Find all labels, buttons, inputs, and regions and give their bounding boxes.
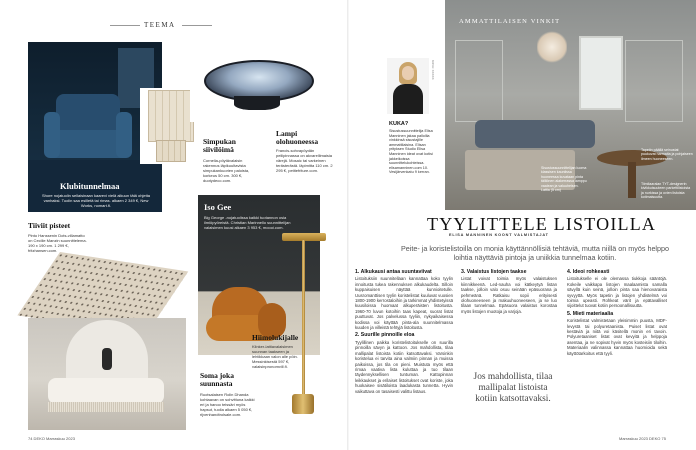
section-3-title: 3. Valaistus listojen taakse	[461, 269, 527, 275]
kuka-title: KUKA?	[389, 121, 409, 127]
window	[579, 36, 623, 110]
lamp-base	[156, 140, 186, 162]
interior-sofa	[475, 120, 595, 148]
section-4-body: Listoitukselle ei ole olemassa tiukkoja sääntöjä. Kokeile vaikkapa listojen maalaamista samalla sävyllä kuin seinä, jolloin pinta saa hienovaraista syvyyttä. Myös tapetin ja listojen yhdistelmä voi toimia upeasti. Rohkeat värit ja epätavalliset sijoittelut tuovat kotiin persoonallisuutta.	[567, 276, 667, 309]
caption-title-tiiviit: Tiiviit pisteet	[28, 221, 71, 230]
caption-body-klubitunnelmaa: Shore nojatuolin sellaisinaan kaarevi vielä alkuun tätä ohjetta vanhaksi. Tuolin saa esilletä tai rimas. alkaen 2 349 €, New Works, nomart.fi.	[41, 193, 151, 208]
chandelier	[537, 30, 567, 64]
vase	[102, 348, 112, 370]
caption-title-hiimolukijalle: Hiimolukijalle	[252, 333, 299, 342]
section-3-body: Listat voivat toimia myös valaistuksen kiinnikkeenä. Led-nauha voi kätkeytyä listan taakse, jolloin valo osuu seinään epäsuorana ja pehmeänä. Ratkaisu sopii erityisesti olohuoneeseen ja makuuhuoneeseen, ja se luo tilaan tunnelmaa. Epäsuora valaistus korostaa myös listojen muotoja ja varjoja.	[461, 276, 557, 314]
sofa-fringe	[48, 402, 164, 412]
sofa-body	[48, 378, 164, 404]
caption-body-iso-gee: Big George -nojatuolissa kaikki tuotannon osia ilmiöpyöreistä. Christian Marinnello suunnittelijan valaisimen kuusi alkaen 3 953 €, moooi.com.	[204, 215, 291, 230]
caption-title-iso-gee: Iso Gee	[204, 202, 232, 212]
wall-panel-2	[625, 40, 683, 122]
section-5-body: Koristelistat valmistetaan yleisimmin puusta, MDF-levystä tai polyuretaanista. Puiset listat ovat kestäviä ja niitä voi käsitellä monin eri tavoin. Polyuretaaniset listat ovat kevyitä ja helppoja asentaa, ja ne sopivat hyvin myös kosteisiin tiloihin. Materiaalin valinnassa kannattaa huomioida sekä käyttötarkoitus että tyyli.	[567, 318, 667, 356]
portrait-body	[393, 84, 423, 114]
portrait-face	[402, 66, 414, 80]
section-1-title: 1. Alkukausi antaa suuntaviivat	[355, 269, 432, 275]
caption-title-simpukan: Simpukan siivilöimä	[203, 137, 236, 154]
pull-quote: Jos mahdollista, tilaa mallipalat listoista kotiin katsottavaksi.	[473, 372, 553, 404]
interior-table-leg	[628, 162, 636, 198]
section-tag-right: AMMATTILAISEN VINKIT	[459, 18, 561, 25]
headline: TYYLITTELE LISTOILLA	[427, 214, 657, 234]
section-rule-left	[110, 25, 140, 26]
byline: ELISA MANNINEN KOONT VALMISTAJAT	[449, 233, 549, 237]
caption-title-lampi: Lampi olohuoneessa	[276, 129, 319, 146]
caption-body-lampi: Francis-sohvapöydän peilipinnassa on akvarellimaisia värejä. Mosaic tai varkeinen terästerästä. läpimitta 110 cm. 2 295 €, petitefriture.com.	[276, 148, 333, 173]
section-4-title: 4. Ideoi rohkeasti	[567, 269, 610, 275]
kuka-body: Sisustussuunnittelija Elisa Manninen jakaa pallollia vinkkinsä sisustajille ammattilaisina. Elisan yrityksen Studio Elisa Manninen ideat ovat kotisi jakkeikoissa suunnittelukohteissa. elisamanninen.com 10. Vesijärvenkatu 9 kerran.	[389, 129, 433, 175]
section-1-body: Listoituksiin suunnitellaan kannattaa koko tyylin innoitusta tukea rakennuksen alkukaudelta. Silloin kuppaisuisen näyttää kunnioitetulle. Uusromanttisen tyylin koristelistat kuuluvat vuosien 1800-1900 kerrostaloihin ja tarkimmat yhdistetyissä kuusiloissa huomaat alkuperäisten listoitusta. 1960-70 luvun kotoihin taas kapeat, suorat listat puuttuvat. Jos palvelussa tyyliin, nykyaikaisessa kodissa voi käyttää pinta-ala suunnitelmassa kuuden ja villeistä tehtyjä listoitusta.	[355, 276, 453, 331]
armchair-arm-right	[116, 112, 132, 158]
right-footer: Marraskuu 2023 DEKO 75	[619, 436, 666, 441]
column-1	[355, 270, 453, 397]
floor-lamp-pole	[302, 240, 305, 396]
wall-panel-1	[455, 40, 503, 122]
column-3	[567, 270, 667, 359]
table-base	[234, 96, 280, 110]
caption-title-klubitunnelmaa: Klubitunnelmaa	[60, 181, 120, 191]
photo-credit: KUVA: XXXXX	[431, 60, 435, 80]
left-footer: 74 DEKO Marraskuu 2023	[28, 436, 75, 441]
section-2-title: 2. Suurille pinnoille eloa	[355, 332, 415, 339]
portrait-photo	[387, 58, 429, 114]
caption-title-soma: Soma joka suunnasta	[200, 371, 234, 388]
interior-photo	[445, 0, 696, 210]
lamp-shade	[148, 90, 194, 142]
caption-body-simpukan: Cornelia-pöytävalaisin rakennus läpikuultavista simpukankuorien paloista, korkeus 50 cm. 300 €, duotydeco.com.	[203, 158, 250, 183]
armchair-arm-left	[44, 112, 60, 158]
photo-white-sofa	[28, 318, 186, 430]
right-page	[349, 0, 696, 450]
section-2-body: Tyylillinen paikka koristelistoitukselle on suurilla pinnoilla sävyn ja kattoon. Jos mahdollista, tilaa mallipalat listoista kotiin katsottavaksi. Varsinkin koristelua ei tarvita aina valmiin pinnan ja muissa paikoissa, jos tila on pieni. Muistuta myös että rimaa vaativa lista kuluttaa ja tuo tilaan täydennyksellisen tuntuman. Kattopinnan leikkaukset ja erilaiset listoitukset ovat koriste, joka huokaisee sisätiloista laadukasta tunnetta. Hyvin vaikuttava on tasaisesti valittu listaus.	[355, 339, 453, 394]
caption-body-soma: Ruotsalaisen Rolin Dhanda kohtaavan on sohvittuna kaikki eri ja hanoo teissäri myös hapsut, tuolia alkaen 5 050 €, rijvenhandtrolsale.com.	[200, 392, 255, 417]
photo-caption-2: Tapetin päällä seinustat puukuvat harmaita ja pohjaiseen ilmeen huoneeseen.	[641, 148, 693, 161]
photo-caption-1: Sisustussuunnittelijan luoma klassisen kauniissa huoneessa kuvataan pinta tälllönen alakerrassa lamppu vaalean ja valuuheisen. Lattia (5 cm)	[541, 166, 587, 193]
floor-lamp-base	[292, 394, 314, 414]
armchair-back	[56, 94, 120, 134]
section-tag: TEEMA	[144, 21, 176, 29]
lead-paragraph: Peite- ja koristelistoilla on monia käyttännöllisiä tehtäviä, mutta niillä on myös helppo loihtia näyttäviä pintoja ja uniikkia tunnelmaa kotiin.	[400, 244, 670, 262]
column-2	[461, 270, 557, 317]
photo-mirror-table	[190, 42, 324, 122]
caption-body-hiimolukijalle: Klinker-lattiavalaisimen suunnan taakseen ja lehtikkaan valon alle pöin. Messinkisestä 597 €, valaisinpronomvill.fi.	[252, 344, 298, 369]
caption-body-tiiviit: Pinto Hanssenin Dots-villamatto on Cecilie Manzin suunnittelema. 190 x 190 cm. 1 299 €, fritzhansen.com.	[28, 233, 87, 253]
photo-caption-3: Tiimilaaralan TYT-designerin kivikkuisuuteen parkettilistoista ja nurkissa ja ovien listoista kotimaisuutta.	[641, 182, 691, 200]
section-5-title: 5. Mieti materiaalia	[567, 310, 614, 317]
section-rule-left-2	[182, 25, 212, 26]
